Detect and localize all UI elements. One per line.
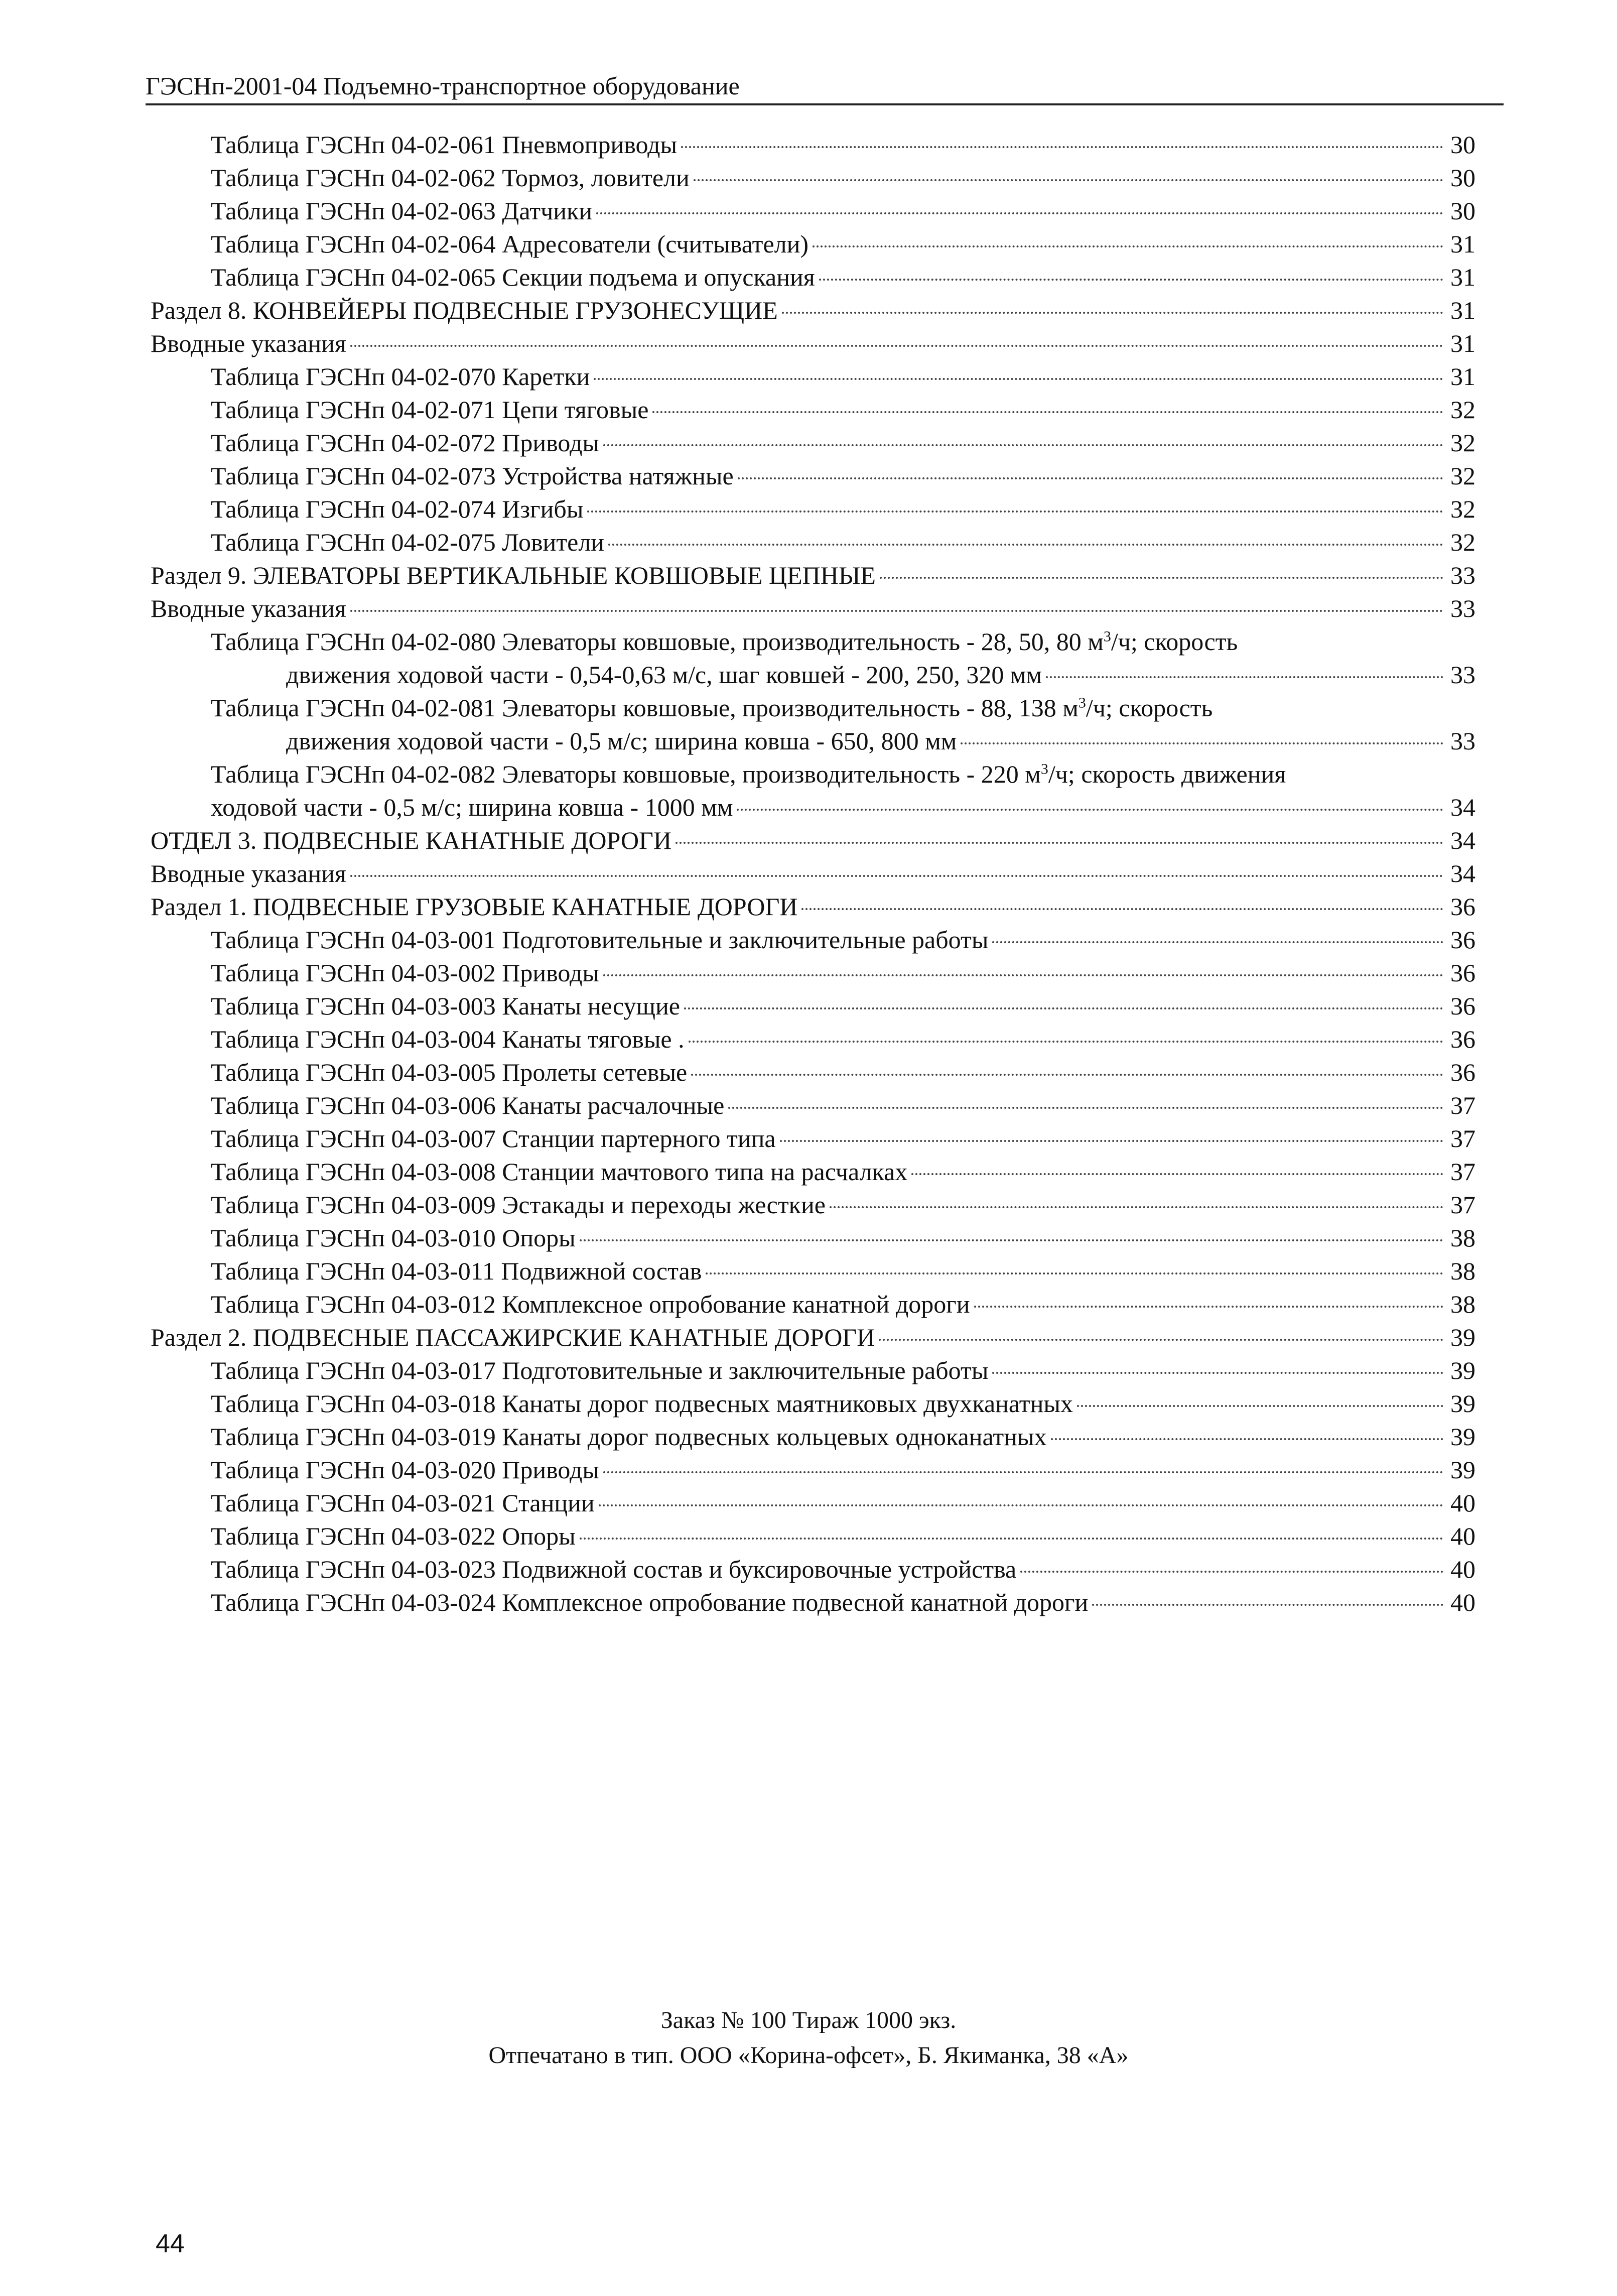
toc-entry-table[interactable]	[151, 1221, 1475, 1254]
toc-entry-section[interactable]	[151, 824, 1475, 857]
toc-entry-title: Таблица ГЭСНп 04-03-012 Комплексное опробование канатной дороги	[211, 1290, 970, 1318]
toc-entry-table[interactable]	[151, 1486, 1475, 1519]
toc-entry-table[interactable]	[151, 1056, 1475, 1089]
toc-entry-section[interactable]	[151, 1321, 1475, 1354]
toc-entry-title: Таблица ГЭСНп 04-02-065 Секции подъема и опускания	[211, 263, 815, 291]
toc-entry-section[interactable]	[151, 857, 1475, 890]
toc-entry-table[interactable]	[151, 426, 1475, 459]
leader-dots	[694, 179, 1443, 181]
superscript: 3	[1103, 628, 1111, 645]
toc-page-number: 36	[1450, 1058, 1475, 1086]
toc-page-number: 34	[1450, 793, 1475, 821]
toc-entry-line1	[211, 757, 1475, 791]
leader-dots	[819, 279, 1443, 281]
toc-entry-text: Таблица ГЭСНп 04-02-081 Элеваторы ковшовые, производительность - 88, 138 м	[211, 694, 1079, 722]
toc-entry-text: /ч; скорость	[1111, 627, 1238, 656]
toc-entry-title: Таблица ГЭСНп 04-02-064 Адресователи (считыватели)	[211, 230, 809, 258]
leader-dots	[738, 477, 1443, 479]
toc-entry-table[interactable]	[151, 1519, 1475, 1553]
leader-dots	[594, 378, 1443, 380]
toc-entry-table[interactable]	[151, 923, 1475, 956]
toc-entry-title: Таблица ГЭСНп 04-02-070 Каретки	[211, 362, 590, 391]
toc-entry-title: Таблица ГЭСНп 04-02-074 Изгибы	[211, 495, 584, 523]
toc-entry-table[interactable]	[151, 1089, 1475, 1122]
toc-entry-title: Таблица ГЭСНп 04-03-020 Приводы	[211, 1456, 599, 1484]
superscript: 3	[1078, 694, 1086, 711]
leader-dots	[587, 511, 1443, 513]
toc-page-number: 33	[1450, 594, 1475, 622]
toc-page-number: 36	[1450, 926, 1475, 954]
toc-entry-multiline[interactable]	[151, 691, 1475, 757]
toc-entry-text: Таблица ГЭСНп 04-02-080 Элеваторы ковшовые, производительность - 28, 50, 80 м	[211, 627, 1104, 656]
toc-page-number: 31	[1450, 230, 1475, 258]
table-of-contents	[151, 128, 1475, 1619]
toc-entry-text: /ч; скорость движения	[1048, 760, 1286, 788]
toc-entry-title: Таблица ГЭСНп 04-02-073 Устройства натяжные	[211, 462, 734, 490]
leader-dots	[801, 908, 1443, 910]
toc-entry-text: движения ходовой части - 0,5 м/с; ширина ковша - 650, 800 мм	[286, 727, 957, 755]
toc-entry-table[interactable]	[151, 1155, 1475, 1188]
toc-page-number: 40	[1450, 1555, 1475, 1583]
toc-entry-table[interactable]	[151, 1354, 1475, 1387]
toc-entry-title: Таблица ГЭСНп 04-03-017 Подготовительные и заключительные работы	[211, 1356, 989, 1384]
toc-entry-table[interactable]	[151, 227, 1475, 261]
toc-entry-section[interactable]	[151, 592, 1475, 625]
toc-entry-table[interactable]	[151, 1254, 1475, 1288]
leader-dots	[681, 146, 1443, 148]
toc-page-number: 36	[1450, 1025, 1475, 1053]
toc-entry-text: Таблица ГЭСНп 04-02-082 Элеваторы ковшовые, производительность - 220 м	[211, 760, 1041, 788]
leader-dots	[706, 1272, 1443, 1274]
toc-entry-section[interactable]	[151, 327, 1475, 360]
leader-dots	[879, 1339, 1443, 1341]
toc-page-number: 38	[1450, 1224, 1475, 1252]
toc-entry-title: Таблица ГЭСНп 04-02-071 Цепи тяговые	[211, 396, 649, 424]
toc-entry-table[interactable]	[151, 1188, 1475, 1221]
toc-page-number: 39	[1450, 1356, 1475, 1384]
toc-entry-table[interactable]	[151, 128, 1475, 161]
toc-page-number: 31	[1450, 263, 1475, 291]
toc-page-number: 32	[1450, 495, 1475, 523]
toc-page-number: 31	[1450, 296, 1475, 324]
leader-dots	[350, 345, 1443, 347]
toc-entry-table[interactable]	[151, 492, 1475, 526]
leader-dots	[1020, 1571, 1443, 1573]
toc-entry-title: Таблица ГЭСНп 04-03-023 Подвижной состав и буксировочные устройства	[211, 1555, 1017, 1583]
imprint-printer-line: Отпечатано в тип. ООО «Корина-офсет», Б. Якиманка, 38 «А»	[488, 2042, 1129, 2069]
toc-entry-line1	[211, 625, 1475, 658]
toc-entry-section[interactable]	[151, 294, 1475, 327]
toc-page-number: 33	[1450, 561, 1475, 589]
toc-entry-title: Раздел 8. КОНВЕЙЕРЫ ПОДВЕСНЫЕ ГРУЗОНЕСУЩИЕ	[151, 296, 778, 324]
toc-entry-table[interactable]	[151, 1553, 1475, 1586]
toc-entry-table[interactable]	[151, 1387, 1475, 1420]
toc-entry-table[interactable]	[151, 194, 1475, 227]
toc-page-number: 31	[1450, 329, 1475, 357]
imprint-order-line: Заказ № 100 Тираж 1000 экз.	[660, 2007, 957, 2033]
leader-dots	[911, 1173, 1443, 1175]
toc-entry-title: Таблица ГЭСНп 04-03-002 Приводы	[211, 959, 599, 987]
leader-dots	[676, 842, 1443, 844]
leader-dots	[974, 1306, 1443, 1308]
toc-entry-title: Таблица ГЭСНп 04-03-001 Подготовительные и заключительные работы	[211, 926, 989, 954]
toc-page-number: 40	[1450, 1489, 1475, 1517]
toc-entry-table[interactable]	[151, 989, 1475, 1023]
toc-page-number: 37	[1450, 1191, 1475, 1219]
toc-page-number: 36	[1450, 959, 1475, 987]
leader-dots	[813, 245, 1443, 247]
toc-page-number: 33	[1450, 727, 1475, 755]
leader-dots	[992, 1372, 1443, 1374]
toc-entry-table[interactable]	[151, 526, 1475, 559]
toc-entry-table[interactable]	[151, 161, 1475, 194]
toc-entry-table[interactable]	[151, 956, 1475, 989]
leader-dots	[1046, 676, 1443, 678]
toc-page-number: 39	[1450, 1389, 1475, 1418]
toc-entry-title: Таблица ГЭСНп 04-03-004 Канаты тяговые .	[211, 1025, 685, 1053]
leader-dots	[737, 809, 1443, 811]
running-header	[146, 70, 1504, 105]
leader-dots	[596, 212, 1443, 214]
toc-entry-title: Таблица ГЭСНп 04-02-072 Приводы	[211, 429, 599, 457]
toc-entry-table[interactable]	[151, 1420, 1475, 1453]
leader-dots	[603, 444, 1443, 446]
toc-page-number: 31	[1450, 362, 1475, 391]
leader-dots	[728, 1107, 1443, 1109]
toc-entry-table[interactable]	[151, 1586, 1475, 1619]
leader-dots	[1077, 1405, 1443, 1407]
leader-dots	[780, 1140, 1443, 1142]
toc-entry-title: Таблица ГЭСНп 04-03-018 Канаты дорог подвесных маятниковых двухканатных	[211, 1389, 1073, 1418]
toc-entry-multiline[interactable]	[151, 625, 1475, 691]
toc-page-number: 32	[1450, 528, 1475, 556]
page-number: 44	[156, 2229, 185, 2258]
toc-entry-table[interactable]	[151, 393, 1475, 426]
leader-dots	[603, 1471, 1443, 1473]
toc-entry-title: Таблица ГЭСНп 04-02-063 Датчики	[211, 197, 593, 225]
leader-dots	[992, 941, 1443, 943]
toc-entry-line1	[211, 691, 1475, 724]
toc-entry-title: Таблица ГЭСНп 04-03-021 Станции	[211, 1489, 595, 1517]
toc-entry-title: Раздел 2. ПОДВЕСНЫЕ ПАССАЖИРСКИЕ КАНАТНЫЕ ДОРОГИ	[151, 1323, 875, 1351]
toc-entry-title: Таблица ГЭСНп 04-03-003 Канаты несущие	[211, 992, 680, 1020]
toc-entry-title: Таблица ГЭСНп 04-03-008 Станции мачтового типа на расчалках	[211, 1158, 908, 1186]
toc-page-number: 37	[1450, 1124, 1475, 1153]
toc-page-number: 40	[1450, 1522, 1475, 1550]
leader-dots	[350, 875, 1443, 877]
toc-entry-title: Таблица ГЭСНп 04-02-075 Ловители	[211, 528, 605, 556]
toc-entry-text: ходовой части - 0,5 м/с; ширина ковша - 1000 мм	[211, 793, 733, 821]
toc-page-number: 30	[1450, 131, 1475, 159]
toc-entry-title: Вводные указания	[151, 594, 346, 622]
toc-page-number: 30	[1450, 197, 1475, 225]
imprint-footer	[0, 2003, 1617, 2073]
leader-dots	[1092, 1604, 1443, 1606]
toc-entry-title: Таблица ГЭСНп 04-02-062 Тормоз, ловители	[211, 164, 690, 192]
toc-page-number: 30	[1450, 164, 1475, 192]
leader-dots	[580, 1538, 1443, 1540]
toc-group-b	[151, 824, 1475, 1619]
leader-dots	[684, 1007, 1443, 1009]
leader-dots	[691, 1074, 1443, 1076]
toc-page-number: 37	[1450, 1158, 1475, 1186]
leader-dots	[961, 742, 1443, 744]
leader-dots	[652, 411, 1443, 413]
toc-entry-line2	[211, 791, 1475, 824]
toc-page-number: 36	[1450, 892, 1475, 921]
leader-dots	[830, 1206, 1443, 1208]
toc-entry-title: Таблица ГЭСНп 04-03-010 Опоры	[211, 1224, 576, 1252]
toc-group-a	[151, 128, 1475, 625]
toc-entry-line2	[211, 724, 1475, 757]
leader-dots	[599, 1504, 1443, 1506]
toc-entry-section[interactable]	[151, 890, 1475, 923]
toc-entry-text: /ч; скорость	[1086, 694, 1213, 722]
toc-entry-title: Раздел 1. ПОДВЕСНЫЕ ГРУЗОВЫЕ КАНАТНЫЕ ДОРОГИ	[151, 892, 798, 921]
toc-entry-table[interactable]	[151, 1453, 1475, 1486]
toc-page-number: 33	[1450, 661, 1475, 689]
toc-entry-table[interactable]	[151, 459, 1475, 492]
toc-page-number: 32	[1450, 462, 1475, 490]
toc-page-number: 36	[1450, 992, 1475, 1020]
toc-page-number: 38	[1450, 1290, 1475, 1318]
leader-dots	[880, 577, 1443, 579]
leader-dots	[1051, 1438, 1443, 1440]
toc-entry-table[interactable]	[151, 261, 1475, 294]
toc-entry-multiline[interactable]	[151, 757, 1475, 824]
toc-entry-table[interactable]	[151, 1288, 1475, 1321]
toc-page-number: 40	[1450, 1588, 1475, 1616]
leader-dots	[608, 544, 1443, 546]
toc-page-number: 34	[1450, 859, 1475, 887]
toc-entry-text: движения ходовой части - 0,54-0,63 м/с, шаг ковшей - 200, 250, 320 мм	[286, 661, 1042, 689]
toc-page-number: 38	[1450, 1257, 1475, 1285]
toc-entry-title: Таблица ГЭСНп 04-03-011 Подвижной состав	[211, 1257, 702, 1285]
leader-dots	[782, 312, 1443, 314]
toc-page-number: 37	[1450, 1091, 1475, 1119]
toc-entry-title: Таблица ГЭСНп 04-03-022 Опоры	[211, 1522, 576, 1550]
toc-page-number: 39	[1450, 1423, 1475, 1451]
toc-page-number: 34	[1450, 826, 1475, 854]
toc-entry-title: Таблица ГЭСНп 04-03-006 Канаты расчалочные	[211, 1091, 725, 1119]
toc-page-number: 39	[1450, 1456, 1475, 1484]
toc-entry-line2	[211, 658, 1475, 691]
leader-dots	[580, 1239, 1443, 1241]
toc-entry-title: Таблица ГЭСНп 04-03-024 Комплексное опробование подвесной канатной дороги	[211, 1588, 1089, 1616]
toc-entry-table[interactable]	[151, 360, 1475, 393]
toc-entry-title: Таблица ГЭСНп 04-02-061 Пневмоприводы	[211, 131, 678, 159]
toc-entry-title: ОТДЕЛ 3. ПОДВЕСНЫЕ КАНАТНЫЕ ДОРОГИ	[151, 826, 672, 854]
header-title: ГЭСНп-2001-04 Подъемно-транспортное оборудование	[146, 72, 740, 100]
toc-entry-table[interactable]	[151, 1122, 1475, 1155]
leader-dots	[603, 974, 1443, 976]
toc-entry-title: Таблица ГЭСНп 04-03-019 Канаты дорог подвесных кольцевых одноканатных	[211, 1423, 1047, 1451]
leader-dots	[350, 610, 1443, 612]
toc-entry-title: Раздел 9. ЭЛЕВАТОРЫ ВЕРТИКАЛЬНЫЕ КОВШОВЫЕ ЦЕПНЫЕ	[151, 561, 876, 589]
toc-entry-section[interactable]	[151, 559, 1475, 592]
toc-page-number: 39	[1450, 1323, 1475, 1351]
toc-entry-title: Вводные указания	[151, 859, 346, 887]
toc-entry-title: Вводные указания	[151, 329, 346, 357]
superscript: 3	[1040, 760, 1048, 778]
toc-entry-table[interactable]	[151, 1023, 1475, 1056]
toc-page-number: 32	[1450, 396, 1475, 424]
toc-entry-title: Таблица ГЭСНп 04-03-007 Станции партерного типа	[211, 1124, 776, 1153]
toc-page-number: 32	[1450, 429, 1475, 457]
toc-entry-title: Таблица ГЭСНп 04-03-005 Пролеты сетевые	[211, 1058, 688, 1086]
leader-dots	[689, 1041, 1443, 1043]
toc-entry-title: Таблица ГЭСНп 04-03-009 Эстакады и переходы жесткие	[211, 1191, 826, 1219]
